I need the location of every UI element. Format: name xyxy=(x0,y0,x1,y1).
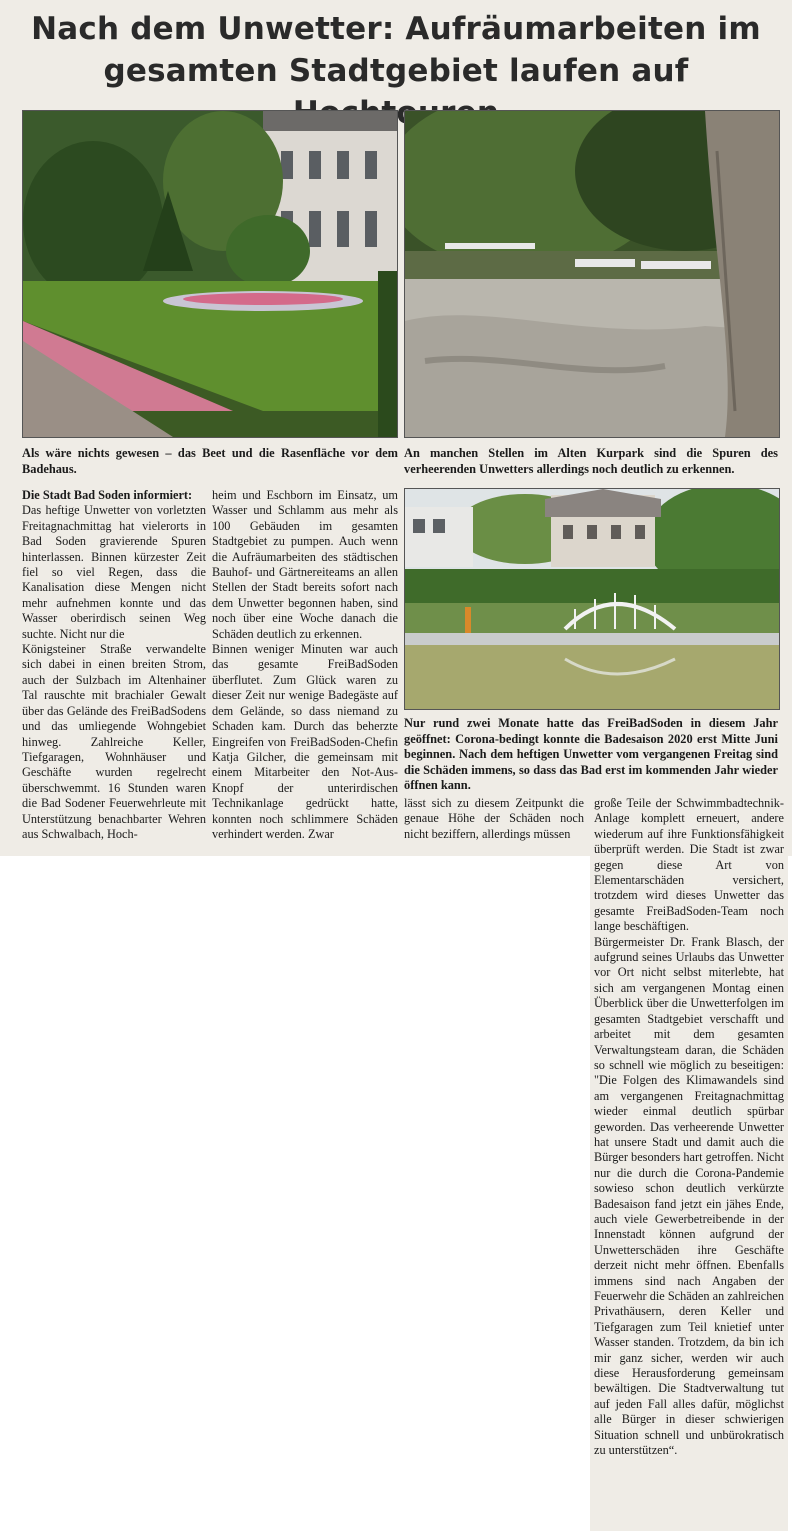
text-column-2 xyxy=(212,488,398,842)
paragraph: Binnen weniger Minuten war auch das gesamte FreiBadSoden überflutet. Zum Glück waren zu dieser Zeit nur wenige Badegäste auf dem Gelände, so dass niemand zu Schaden kam. Durch das beherzte Eingreifen von FreiBadSoden-Chefin Katja Gilcher, die gemeinsam mit einem Mitarbeiter den Not-Aus-Knopf der unterirdischen Technikanlage gedrückt hatte, konnten noch schlimmere Schäden verhindert werden. Zwar xyxy=(212,642,398,841)
lead-text: Die Stadt Bad Soden informiert: xyxy=(22,488,193,502)
headline-line-2: gesamten Stadtgebiet laufen auf xyxy=(103,53,689,89)
paragraph: Bürgermeister Dr. Frank Blasch, der aufgrund seines Urlaubs das Unwetter vor Ort nicht selbst miterlebte, hat sich am vergangenen Montag einen Überblick über die Unwetterfolgen im gesamten Stadtgebiet verschafft und arbeitet mit dem gesamten Verwaltungsteam daran, die Schäden so schnell wie möglich zu beseitigen: "Die Folgen des Klimawandels sind am vergangenen Freitagnachmittag wieder einmal deutlich spürbar geworden. Das verheerende Unwetter hat unsere Stadt und damit auch die Bürger besonders hart getroffen. Nicht nur die durch die Corona-Pandemie sowieso schon deutlich verkürzte Badesaison fand jetzt ein jähes Ende, auch viele Gewerbetreibende in der Innenstadt können aufgrund der Unwetterschäden ihre Geschäfte derzeit nicht mehr öffnen. Ebenfalls immens sind nach Angaben der Feuerwehr die Schäden an zahlreichen Privathäusern, deren Keller und Tiefgaragen zum Teil knietief unter Wasser standen. Trotzdem, da bin ich mir ganz sicher, werden wir auch diese Herausforderung gemeinsam bewältigen. Die Stadtverwaltung tut auf jeden Fall alles dafür, möglichst alle Bürger in dieser schwierigen Situation schnell und unbürokratisch zu unterstützen“. xyxy=(594,934,784,1458)
caption-photo-kurpark: An manchen Stellen im Alten Kurpark sind die Spuren des verheerenden Unwetters allerdings noch deutlich zu erkennen. xyxy=(404,446,778,476)
photo-freibad-flooded xyxy=(404,488,780,710)
paragraph: große Teile der Schwimmbadtechnik-Anlage komplett erneuert, andere wiederum auf ihre Funktionsfähigkeit überprüft werden. Die Stadt ist zwar gegen diese Art von Elementarschäden versichert, trotzdem wird dieses Unwetter das gesamte FreiBadSoden-Team noch lange beschäftigen. xyxy=(594,796,784,934)
paragraph: heim und Eschborn im Einsatz, um Wasser und Schlamm aus mehr als 100 Gebäuden im gesamten Stadtgebiet zu pumpen. Auch wenn die Aufräumarbeiten des städtischen Bauhof- und Gärtnereiteams an allen Stellen der Stadt bereits sofort nach dem Unwetter begonnen haben, sind noch über eine Woche danach die Schäden deutlich zu erkennen. xyxy=(212,488,398,641)
text-column-1 xyxy=(22,488,206,842)
text-column-4 xyxy=(594,796,784,1458)
headline-line-1: Nach dem Unwetter: Aufräumarbeiten im xyxy=(31,11,761,47)
caption-photo-badehaus: Als wäre nichts gewesen – das Beet und die Rasenfläche vor dem Badehaus. xyxy=(22,446,398,476)
photo-badehaus-garden xyxy=(22,110,398,438)
photo-kurpark-damage xyxy=(404,110,780,438)
caption-photo-freibad: Nur rund zwei Monate hatte das FreiBadSoden in diesem Jahr geöffnet: Corona-bedingt konnte die Badesaison 2020 erst Mitte Juni beginnen. Nach dem heftigen Unwetter vom vergangenen Freitag sind die Schäden immens, so dass das Bad erst im kommenden Jahr wieder öffnen kann. xyxy=(404,716,778,792)
paragraph: Königsteiner Straße verwandelte sich dabei in einen breiten Strom, auch der Sulzbach im Altenhainer Tal rauschte mit brachialer Gewalt über das Gelände des FreiBadSodens und das umliegende Wohngebiet hinweg. Zahlreiche Keller, Tiefgaragen, Wohnhäuser und Geschäfte wurden regelrecht überschwemmt. 16 Stunden waren die Bad Sodener Feuerwehrleute mit Unterstützung benachbarter Wehren aus Schwalbach, Hoch- xyxy=(22,642,206,841)
photo-badehaus-garden-image xyxy=(23,111,397,437)
photo-freibad-flooded-image xyxy=(405,489,779,709)
paragraph: Das heftige Unwetter von vorletzten Freitagnachmittag hat vielerorts in Bad Soden gravierende Spuren hinterlassen. Binnen kürzester Zeit fiel so viel Regen, dass die Kanalisation diese Mengen nicht mehr aufnehmen konnte und das Wasser oberirdisch seinen Weg suchte. Nicht nur die xyxy=(22,503,206,641)
text-column-3 xyxy=(404,796,584,842)
paragraph: lässt sich zu diesem Zeitpunkt die genaue Höhe der Schäden noch nicht beziffern, allerdings müssen xyxy=(404,796,584,841)
photo-kurpark-damage-image xyxy=(405,111,779,437)
